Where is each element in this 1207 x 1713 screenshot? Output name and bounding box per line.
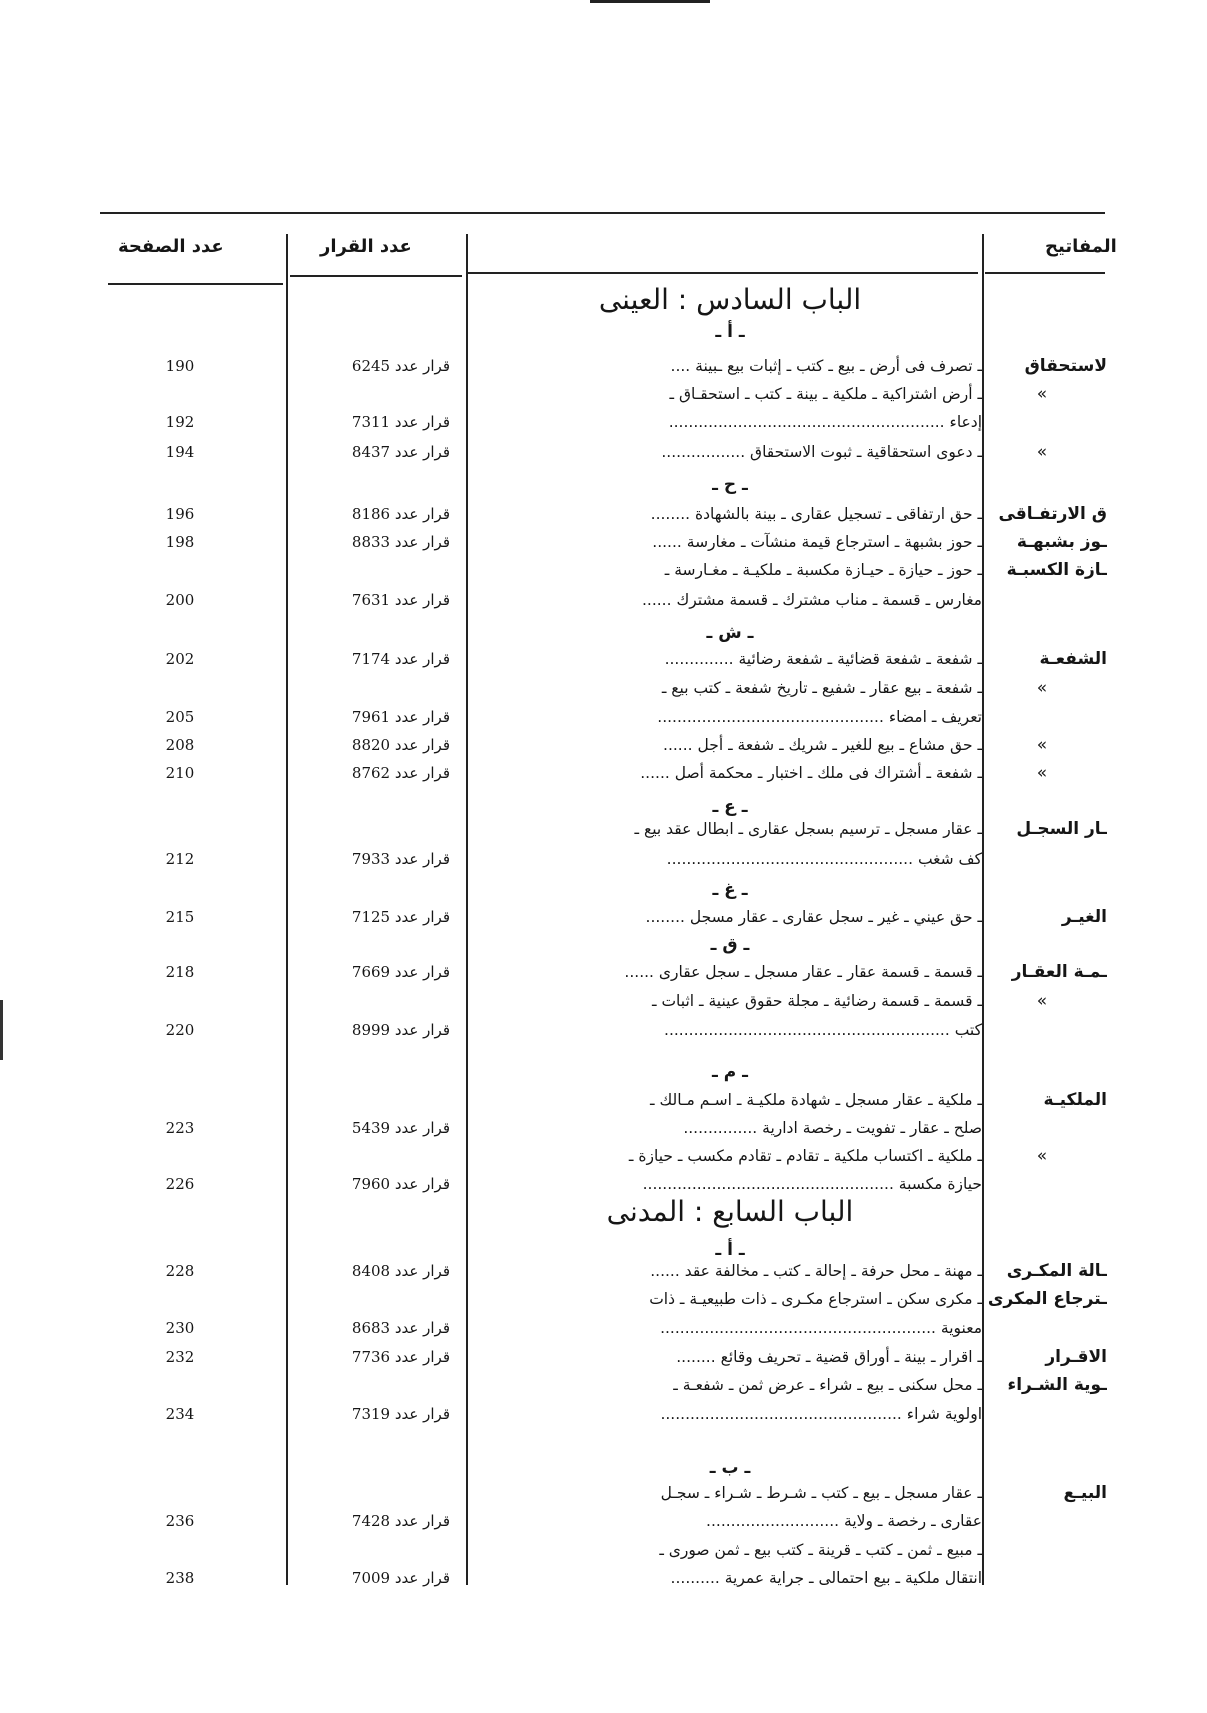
- letter-heading: ـ ق ـ: [710, 935, 750, 955]
- row-decision: [300, 1510, 450, 1532]
- row-page-number: 196: [165, 505, 195, 523]
- row-description: مغارس ـ قسمة ـ مناب مشترك ـ قسمة مشترك ......: [641, 591, 982, 609]
- row-decision: [300, 1403, 450, 1425]
- row-description: ـ قسمة ـ قسمة رضائية ـ مجلة حقوق عينية ـ اثبات ـ: [652, 992, 982, 1010]
- header-decision-no: عدد القرار: [320, 236, 412, 257]
- row-page-number: 218: [165, 963, 195, 981]
- ditto-mark: »: [1036, 442, 1048, 462]
- decision-number: 8820: [351, 736, 391, 754]
- row-keyword: ـار السجـل: [1016, 819, 1107, 839]
- letter-heading: ـ أ ـ: [715, 1240, 745, 1260]
- row-decision: [300, 531, 450, 553]
- row-decision: [300, 1019, 450, 1041]
- row-description: ـ مكرى سكن ـ استرجاع مكـرى ـ ذات طبيعيـة ـ ذات: [649, 1290, 982, 1308]
- row-description: ـ ملكية ـ عقار مسجل ـ شهادة ملكيـة ـ اسـم مـالك ـ: [650, 1091, 982, 1109]
- row-description: ـ حوز ـ حيازة ـ حيـازة مكسبة ـ ملكيـة ـ مغـارسة ـ: [664, 561, 982, 579]
- row-description: ـ دعوى استحقاقية ـ ثبوت الاستحقاق .................: [661, 443, 982, 461]
- row-page-number: 198: [165, 533, 195, 551]
- letter-heading: ـ أ ـ: [715, 322, 745, 342]
- decision-prefix: قرار عدد: [390, 850, 450, 868]
- decision-number: 8999: [351, 1021, 391, 1039]
- header-rule-decision: [290, 275, 462, 277]
- row-page-number: 202: [165, 650, 195, 668]
- row-page-number: 223: [165, 1119, 195, 1137]
- row-page-number: 200: [165, 591, 195, 609]
- decision-prefix: قرار عدد: [390, 357, 450, 375]
- row-page-number: 205: [165, 708, 195, 726]
- decision-number: 8762: [351, 764, 391, 782]
- decision-prefix: قرار عدد: [390, 413, 450, 431]
- ditto-mark: »: [1036, 1146, 1048, 1166]
- row-decision: [300, 1173, 450, 1195]
- row-description: اولوية شراء .................................................: [660, 1405, 982, 1423]
- decision-number: 7174: [351, 650, 391, 668]
- row-description: ـ حق عيني ـ غير ـ سجل عقارى ـ عقار مسجل ........: [645, 908, 982, 926]
- decision-prefix: قرار عدد: [390, 1569, 450, 1587]
- row-decision: [300, 441, 450, 463]
- decision-prefix: قرار عدد: [390, 1512, 450, 1530]
- row-description: ـ حق مشاع ـ بيع للغير ـ شريك ـ شفعة ـ أجل ......: [663, 736, 982, 754]
- row-description: انتقال ملكية ـ بيع احتمالى ـ جراية عمرية ..........: [670, 1569, 982, 1587]
- header-rule-keywords: [985, 272, 1105, 274]
- decision-number: 8186: [351, 505, 391, 523]
- row-keyword: ـالة المكـرى: [1006, 1261, 1107, 1281]
- letter-heading: ـ ح ـ: [712, 475, 748, 495]
- row-page-number: 230: [165, 1319, 195, 1337]
- section-title-7: الباب السابع : المدنى: [606, 1195, 854, 1228]
- row-page-number: 215: [165, 908, 195, 926]
- row-page-number: 192: [165, 413, 195, 431]
- top-rule: [100, 212, 1105, 214]
- row-decision: [300, 503, 450, 525]
- row-description: إدعاء ........................................................: [668, 413, 982, 431]
- row-decision: [300, 848, 450, 870]
- letter-heading: ـ ش ـ: [706, 623, 754, 643]
- letter-heading: ـ غ ـ: [712, 880, 748, 900]
- row-decision: [300, 1317, 450, 1339]
- row-keyword: البيـع: [1063, 1483, 1107, 1503]
- decision-prefix: قرار عدد: [390, 1119, 450, 1137]
- row-description: صلح ـ عقار ـ تفويت ـ رخصة ادارية ...............: [683, 1119, 982, 1137]
- row-description: ـ عقار مسجل ـ ترسيم بسجل عقارى ـ ابطال عقد بيع ـ: [634, 820, 982, 838]
- decision-number: 7736: [351, 1348, 391, 1366]
- row-keyword: الاقـرار: [1045, 1347, 1107, 1367]
- decision-number: 7933: [351, 850, 391, 868]
- decision-prefix: قرار عدد: [390, 591, 450, 609]
- decision-prefix: قرار عدد: [390, 1319, 450, 1337]
- row-description: عقارى ـ رخصة ـ ولاية ...........................: [706, 1512, 982, 1530]
- row-keyword: الملكيـة: [1043, 1090, 1107, 1110]
- section-title-6: الباب السادس : العينى: [598, 283, 862, 316]
- decision-prefix: قرار عدد: [390, 908, 450, 926]
- decision-number: 8437: [351, 443, 391, 461]
- row-decision: [300, 762, 450, 784]
- row-keyword: ـوية الشـراء: [1007, 1375, 1107, 1395]
- row-description: ـ مهنة ـ محل حرفة ـ إحالة ـ كتب ـ مخالفة عقد ......: [650, 1262, 982, 1280]
- row-decision: [300, 1117, 450, 1139]
- decision-number: 7669: [351, 963, 391, 981]
- column-divider-1: [286, 234, 288, 1585]
- row-description: ـ قسمة ـ قسمة عقار ـ عقار مسجل ـ سجل عقارى ......: [624, 963, 982, 981]
- ditto-mark: »: [1036, 763, 1048, 783]
- header-rule-page: [108, 283, 283, 285]
- row-page-number: 238: [165, 1569, 195, 1587]
- row-description: ـ عقار مسجل ـ بيع ـ كتب ـ شـرط ـ شـراء ـ سجـل: [660, 1484, 982, 1502]
- row-decision: [300, 706, 450, 728]
- row-keyword: الغيـر: [1061, 907, 1107, 927]
- decision-prefix: قرار عدد: [390, 650, 450, 668]
- letter-heading: ـ ع ـ: [712, 797, 748, 817]
- ditto-mark: »: [1036, 678, 1048, 698]
- row-decision: [300, 355, 450, 377]
- letter-heading: ـ ب ـ: [709, 1458, 751, 1478]
- decision-prefix: قرار عدد: [390, 1175, 450, 1193]
- row-decision: [300, 411, 450, 433]
- row-keyword: ـترجاع المكرى: [987, 1289, 1107, 1309]
- row-decision: [300, 734, 450, 756]
- row-description: ـ مبيع ـ ثمن ـ كتب ـ قرينة ـ كتب بيع ـ ثمن صورى ـ: [659, 1541, 982, 1559]
- row-decision: [300, 906, 450, 928]
- row-description: ـ تصرف فى أرض ـ بيع ـ كتب ـ إثبات بيع ـبينة ....: [670, 357, 982, 375]
- row-page-number: 234: [165, 1405, 195, 1423]
- decision-prefix: قرار عدد: [390, 736, 450, 754]
- row-description: ـ محل سكنى ـ بيع ـ شراء ـ عرض ثمن ـ شفعـة ـ: [673, 1376, 982, 1394]
- scan-mark-edge: [0, 1000, 3, 1060]
- row-keyword: ـازة الكسبـة: [1006, 560, 1107, 580]
- decision-number: 8683: [351, 1319, 391, 1337]
- row-description: معنوية ........................................................: [660, 1319, 982, 1337]
- row-decision: [300, 1260, 450, 1282]
- row-decision: [300, 961, 450, 983]
- decision-prefix: قرار عدد: [390, 708, 450, 726]
- letter-heading: ـ م ـ: [712, 1062, 748, 1082]
- decision-prefix: قرار عدد: [390, 533, 450, 551]
- ditto-mark: »: [1036, 384, 1048, 404]
- row-decision: [300, 648, 450, 670]
- row-page-number: 190: [165, 357, 195, 375]
- ditto-mark: »: [1036, 735, 1048, 755]
- decision-number: 7125: [351, 908, 391, 926]
- decision-number: 7009: [351, 1569, 391, 1587]
- row-keyword: ق الارتفـاقى: [998, 504, 1107, 524]
- decision-prefix: قرار عدد: [390, 963, 450, 981]
- decision-prefix: قرار عدد: [390, 505, 450, 523]
- decision-prefix: قرار عدد: [390, 1262, 450, 1280]
- row-keyword: لاستحقاق: [1024, 356, 1107, 376]
- row-page-number: 208: [165, 736, 195, 754]
- row-description: كف شغب ..................................................: [666, 850, 982, 868]
- decision-number: 7960: [351, 1175, 391, 1193]
- row-page-number: 226: [165, 1175, 195, 1193]
- decision-prefix: قرار عدد: [390, 1021, 450, 1039]
- decision-prefix: قرار عدد: [390, 443, 450, 461]
- column-divider-3: [982, 234, 984, 1585]
- row-description: كتب ..........................................................: [664, 1021, 982, 1039]
- row-page-number: 220: [165, 1021, 195, 1039]
- row-description: ـ شفعة ـ بيع عقار ـ شفيع ـ تاريخ شفعة ـ كتب بيع ـ: [661, 679, 982, 697]
- decision-prefix: قرار عدد: [390, 1405, 450, 1423]
- row-page-number: 194: [165, 443, 195, 461]
- row-keyword: ـوز بشبهـة: [1016, 532, 1107, 552]
- decision-number: 6245: [351, 357, 391, 375]
- row-description: ـ أرض اشتراكية ـ ملكية ـ بينة ـ كتب ـ استحقـاق ـ: [669, 385, 982, 403]
- row-decision: [300, 589, 450, 611]
- decision-prefix: قرار عدد: [390, 764, 450, 782]
- header-rule-desc: [468, 272, 978, 274]
- row-description: ـ اقرار ـ بينة ـ أوراق قضية ـ تحريف وقائع ........: [676, 1348, 982, 1366]
- decision-prefix: قرار عدد: [390, 1348, 450, 1366]
- row-description: ـ حق ارتفاقى ـ تسجيل عقارى ـ بينة بالشهادة ........: [650, 505, 982, 523]
- decision-number: 7319: [351, 1405, 391, 1423]
- row-page-number: 236: [165, 1512, 195, 1530]
- row-page-number: 228: [165, 1262, 195, 1280]
- scan-mark-top: [590, 0, 710, 3]
- row-decision: [300, 1567, 450, 1589]
- decision-number: 8833: [351, 533, 391, 551]
- row-keyword: الشفعـة: [1039, 649, 1107, 669]
- row-decision: [300, 1346, 450, 1368]
- decision-number: 7428: [351, 1512, 391, 1530]
- header-page-no: عدد الصفحة: [118, 236, 224, 257]
- ditto-mark: »: [1036, 991, 1048, 1011]
- row-page-number: 210: [165, 764, 195, 782]
- decision-number: 8408: [351, 1262, 391, 1280]
- row-description: ـ شفعة ـ شفعة قضائية ـ شفعة رضائية ..............: [664, 650, 982, 668]
- row-description: حيازة مكسبة ...................................................: [642, 1175, 982, 1193]
- row-description: ـ حوز بشبهة ـ استرجاع قيمة منشآت ـ مغارسة ......: [652, 533, 982, 551]
- decision-number: 7961: [351, 708, 391, 726]
- row-description: ـ ملكية ـ اكتساب ملكية ـ تقادم ـ تقادم مكسب ـ حيازة ـ: [628, 1147, 982, 1165]
- decision-number: 7631: [351, 591, 391, 609]
- header-keywords: المفاتيح: [1045, 236, 1117, 257]
- decision-number: 5439: [351, 1119, 391, 1137]
- decision-number: 7311: [351, 413, 391, 431]
- row-keyword: ـمـة العقـار: [1011, 962, 1107, 982]
- row-page-number: 232: [165, 1348, 195, 1366]
- row-description: ـ شفعة ـ أشتراك فى ملك ـ اختبار ـ محكمة أصل ......: [640, 764, 982, 782]
- row-page-number: 212: [165, 850, 195, 868]
- row-description: تعريف ـ امضاء ..............................................: [657, 708, 982, 726]
